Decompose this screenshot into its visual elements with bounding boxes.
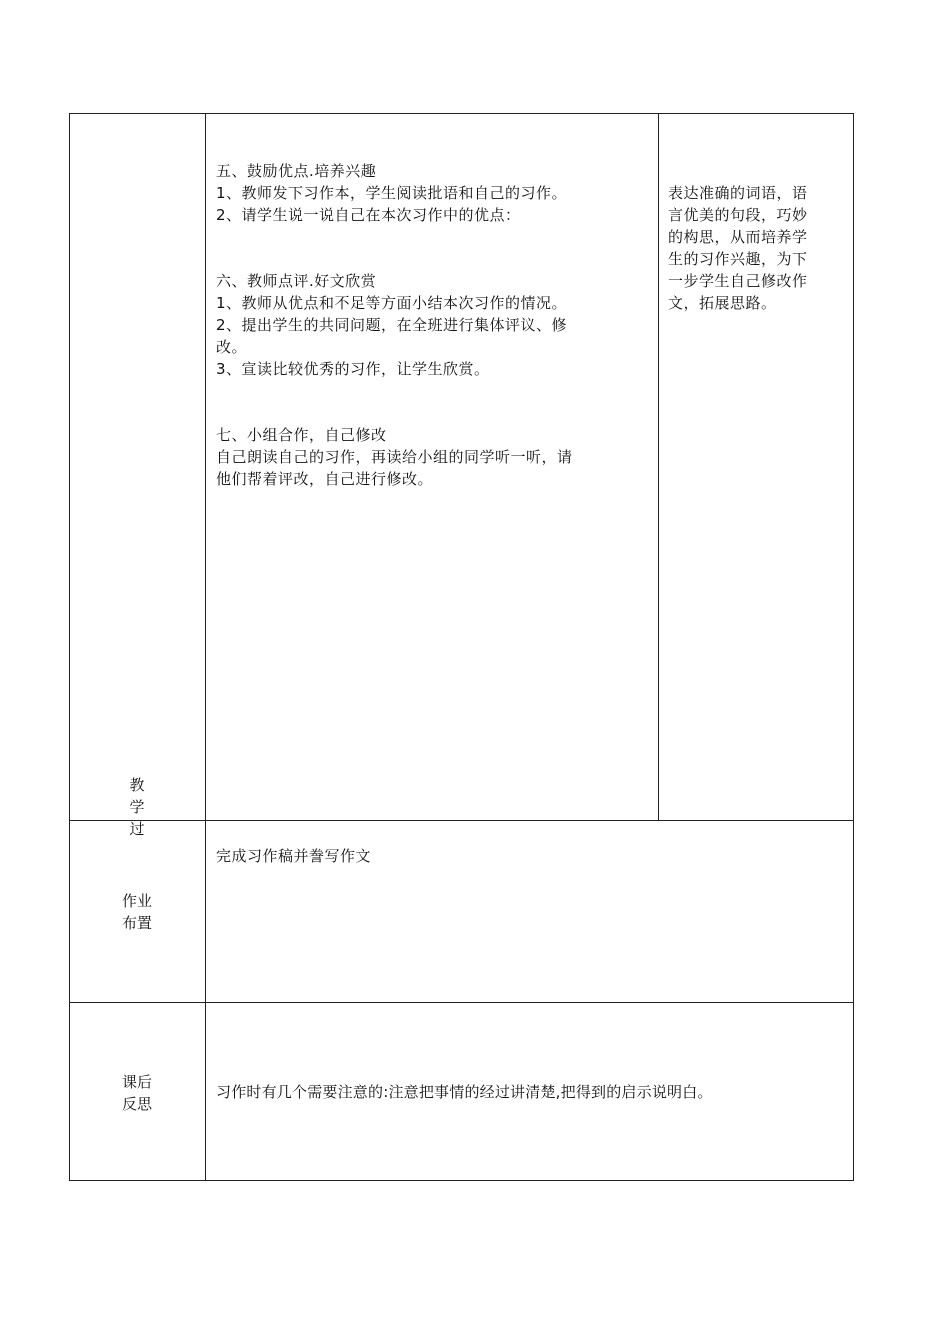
process-line: 自己朗读自己的习作，再读给小组的同学听一听，请 — [216, 448, 573, 466]
process-line — [216, 248, 656, 270]
process-line: 2、请学生说一说自己在本次习作中的优点： — [216, 206, 521, 224]
design-notes — [668, 182, 848, 314]
note-line: 文，拓展思路。 — [668, 294, 777, 312]
process-line: 3、宣读比较优秀的习作，让学生欣赏。 — [216, 360, 490, 378]
table-border-top — [69, 113, 854, 114]
note-line: 一步学生自己修改作 — [668, 272, 808, 290]
table-border-right — [853, 113, 854, 1181]
table-border-bottom — [69, 1180, 854, 1181]
process-line: 1、教师从优点和不足等方面小结本次习作的情况。 — [216, 294, 568, 312]
homework-content: 完成习作稿并誊写作文 — [216, 847, 372, 865]
process-line: 五、鼓励优点.培养兴趣 — [216, 162, 377, 180]
note-line: 的构思，从而培养学 — [668, 228, 808, 246]
reflection-label-line: 反思 — [121, 1095, 152, 1113]
process-line: 1、教师发下习作本，学生阅读批语和自己的习作。 — [216, 184, 568, 202]
notes-column-divider — [658, 113, 659, 821]
process-line: 七、小组合作，自己修改 — [216, 426, 387, 444]
note-line: 表达准确的词语，语 — [668, 184, 808, 202]
process-line — [216, 226, 656, 248]
homework-label — [69, 890, 205, 934]
process-line — [216, 380, 656, 402]
process-line: 他们帮着评改，自己进行修改。 — [216, 470, 434, 488]
row-divider-2 — [69, 1002, 854, 1003]
reflection-label — [69, 1071, 205, 1115]
process-label-char: 教 — [129, 776, 145, 794]
process-line — [216, 402, 656, 424]
homework-label-line: 作业 — [121, 892, 152, 910]
reflection-content: 习作时有几个需要注意的:注意把事情的经过讲清楚,把得到的启示说明白。 — [216, 1083, 713, 1101]
process-label-char: 过 — [129, 820, 145, 838]
note-line: 生的习作兴趣，为下 — [668, 250, 808, 268]
process-content — [216, 160, 656, 490]
table-border-left — [69, 113, 70, 1181]
process-label — [69, 774, 205, 840]
process-line: 六、教师点评.好文欣赏 — [216, 272, 377, 290]
homework-label-line: 布置 — [121, 914, 152, 932]
reflection-label-line: 课后 — [121, 1073, 152, 1091]
note-line: 言优美的句段，巧妙 — [668, 206, 808, 224]
process-line: 改。 — [216, 338, 248, 356]
process-label-char: 学 — [129, 798, 145, 816]
label-column-divider — [205, 113, 206, 1181]
process-line: 2、提出学生的共同问题，在全班进行集体评议、修 — [216, 316, 568, 334]
